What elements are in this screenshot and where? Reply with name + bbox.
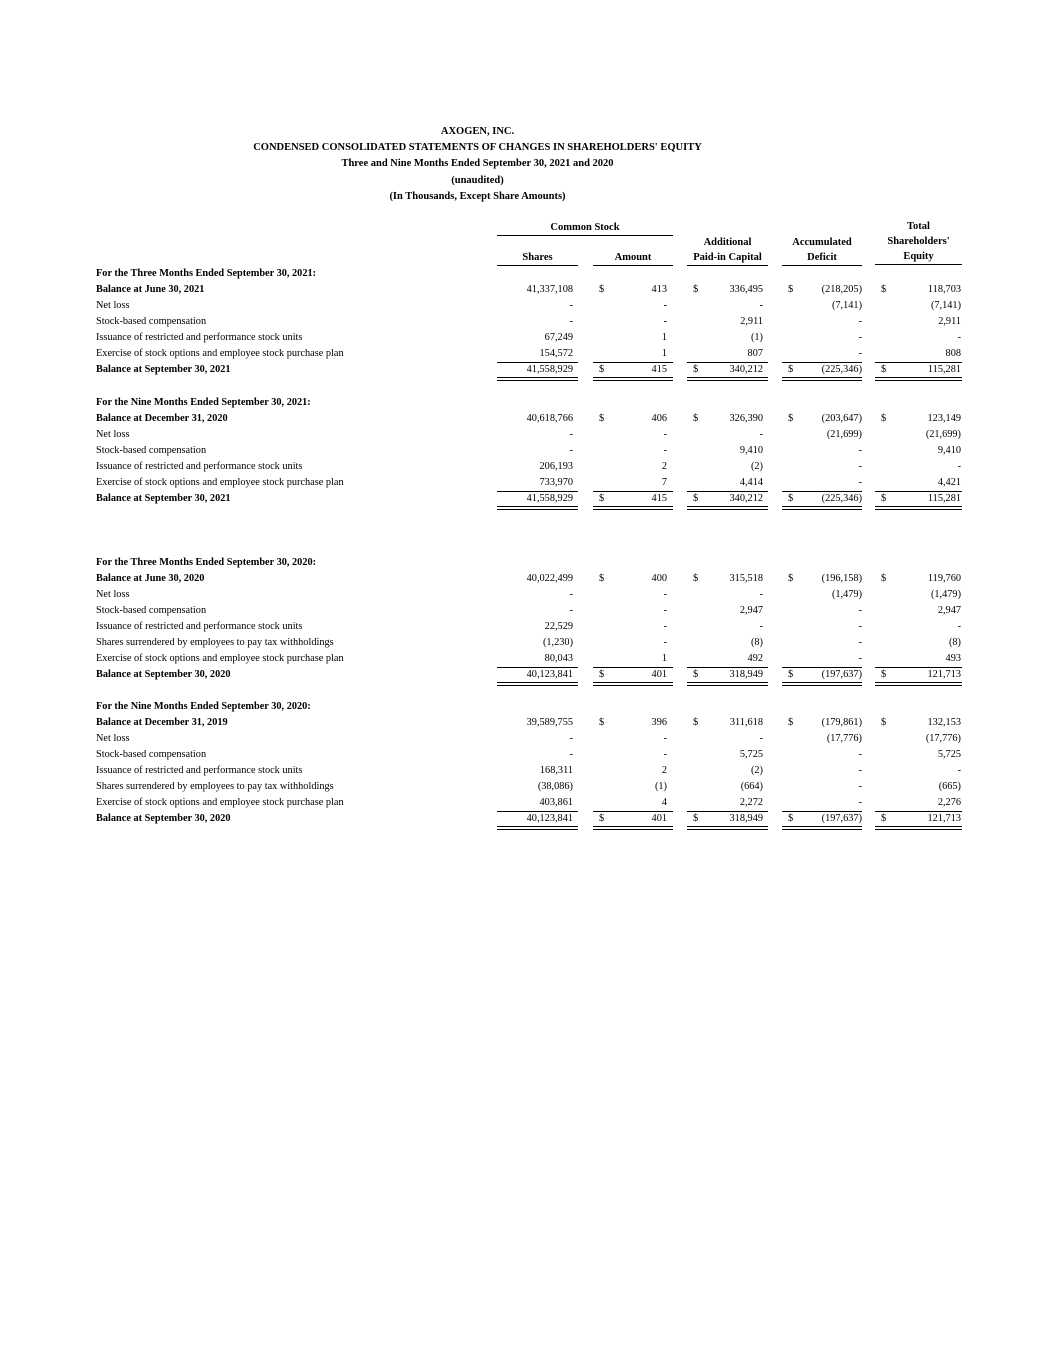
cell-deficit: (179,861) (821, 717, 862, 728)
cell-amount: 406 (651, 413, 667, 424)
currency-symbol: $ (788, 284, 794, 295)
table-row (0, 603, 1055, 619)
header-amount: Amount (593, 250, 673, 266)
cell-total: - (957, 332, 961, 343)
row-label: Exercise of stock options and employee stock purchase plan (96, 348, 344, 359)
currency-symbol: $ (599, 364, 605, 375)
cell-amount: - (663, 605, 667, 616)
table-row (0, 314, 1055, 330)
closing-balance-row (0, 667, 1055, 683)
cell-deficit: - (858, 348, 862, 359)
total-double-rule (687, 377, 768, 381)
cell-amount: 415 (651, 364, 667, 375)
cell-amount: 7 (661, 477, 667, 488)
currency-symbol: $ (788, 573, 794, 584)
row-label: Exercise of stock options and employee stock purchase plan (96, 797, 344, 808)
cell-amount: - (663, 316, 667, 327)
row-label: Balance at September 30, 2021 (96, 493, 231, 504)
currency-symbol: $ (599, 413, 605, 424)
cell-amount: 400 (651, 573, 667, 584)
closing-balance-row (0, 811, 1055, 827)
cell-deficit: - (858, 332, 862, 343)
cell-amount: (1) (654, 781, 667, 792)
cell-shares: - (569, 445, 573, 456)
total-double-rule (875, 826, 962, 830)
cell-apic: 340,212 (729, 364, 763, 375)
cell-amount: - (663, 589, 667, 600)
cell-shares: - (569, 605, 573, 616)
row-label: Stock-based compensation (96, 316, 207, 327)
cell-deficit: (196,158) (821, 573, 862, 584)
section-heading (0, 555, 1055, 571)
currency-symbol: $ (881, 493, 887, 504)
cell-apic: 340,212 (729, 493, 763, 504)
cell-shares: - (569, 429, 573, 440)
header-shares: Shares (497, 250, 578, 266)
cell-shares: (38,086) (537, 781, 573, 792)
currency-symbol: $ (881, 669, 887, 680)
total-double-rule (875, 377, 962, 381)
cell-total: 121,713 (927, 813, 961, 824)
cell-deficit: (218,205) (821, 284, 862, 295)
table-row (0, 763, 1055, 779)
table-row (0, 427, 1055, 443)
row-label: Shares surrendered by employees to pay tax withholdings (96, 637, 334, 648)
cell-apic: - (759, 429, 763, 440)
row-label: Stock-based compensation (96, 605, 207, 616)
table-row (0, 779, 1055, 795)
header-total-line1: Total (907, 221, 930, 232)
section-heading (0, 395, 1055, 411)
cell-total: (665) (938, 781, 961, 792)
total-double-rule (593, 682, 673, 686)
total-double-rule (687, 506, 768, 510)
cell-shares: - (569, 733, 573, 744)
header-deficit (782, 235, 862, 266)
cell-total: (7,141) (930, 300, 961, 311)
cell-amount: - (663, 621, 667, 632)
row-label: Net loss (96, 429, 130, 440)
cell-apic: 2,911 (740, 316, 763, 327)
total-double-rule (593, 826, 673, 830)
cell-amount: 1 (661, 348, 667, 359)
total-double-rule (497, 377, 578, 381)
cell-amount: - (663, 637, 667, 648)
total-double-rule (687, 826, 768, 830)
cell-amount: 401 (651, 669, 667, 680)
row-label: Balance at September 30, 2021 (96, 364, 231, 375)
cell-amount: - (663, 749, 667, 760)
cell-deficit: (225,346) (821, 493, 862, 504)
total-double-rule (875, 506, 962, 510)
cell-apic: 336,495 (729, 284, 763, 295)
total-double-rule (687, 682, 768, 686)
currency-symbol: $ (599, 813, 605, 824)
cell-shares: 168,311 (539, 765, 573, 776)
currency-symbol: $ (788, 364, 794, 375)
row-label: Balance at September 30, 2020 (96, 813, 231, 824)
cell-shares: 40,123,841 (526, 813, 573, 824)
total-double-rule (497, 506, 578, 510)
cell-shares: 22,529 (544, 621, 573, 632)
cell-total: 808 (945, 348, 961, 359)
row-label: Net loss (96, 589, 130, 600)
cell-apic: (1) (750, 332, 763, 343)
cell-apic: (8) (750, 637, 763, 648)
cell-apic: 9,410 (739, 445, 763, 456)
row-label: Issuance of restricted and performance stock units (96, 461, 303, 472)
company-name: AXOGEN, INC. (440, 126, 515, 137)
currency-symbol: $ (693, 717, 699, 728)
audit-status: (unaudited) (451, 174, 504, 186)
cell-deficit: - (858, 797, 862, 808)
section-heading-label: For the Nine Months Ended September 30, 2021: (96, 397, 311, 408)
cell-total: 493 (945, 653, 961, 664)
cell-apic: (664) (740, 781, 763, 792)
currency-symbol: $ (788, 717, 794, 728)
currency-symbol: $ (599, 284, 605, 295)
cell-amount: 1 (661, 332, 667, 343)
closing-balance-row (0, 362, 1055, 378)
currency-symbol: $ (788, 413, 794, 424)
cell-deficit: - (858, 316, 862, 327)
currency-symbol: $ (693, 364, 699, 375)
currency-symbol: $ (693, 573, 699, 584)
table-row (0, 443, 1055, 459)
row-label: Balance at September 30, 2020 (96, 669, 231, 680)
currency-symbol: $ (693, 413, 699, 424)
table-row (0, 731, 1055, 747)
cell-total: 2,911 (938, 316, 961, 327)
cell-apic: - (759, 300, 763, 311)
row-label: Shares surrendered by employees to pay tax withholdings (96, 781, 334, 792)
cell-apic: (2) (750, 461, 763, 472)
header-deficit-line1: Accumulated (792, 237, 852, 248)
cell-deficit: (1,479) (831, 589, 862, 600)
cell-shares: 67,249 (544, 332, 573, 343)
table-row (0, 619, 1055, 635)
cell-total: - (957, 765, 961, 776)
currency-symbol: $ (693, 284, 699, 295)
header-total (875, 219, 962, 265)
section-heading-label: For the Three Months Ended September 30, 2020: (96, 557, 317, 568)
section-heading (0, 699, 1055, 715)
table-row (0, 330, 1055, 346)
cell-total: 9,410 (937, 445, 961, 456)
cell-amount: - (663, 429, 667, 440)
cell-apic: 326,390 (729, 413, 763, 424)
table-row (0, 795, 1055, 811)
cell-shares: 40,123,841 (526, 669, 573, 680)
cell-total: 119,760 (927, 573, 961, 584)
section-heading-label: For the Nine Months Ended September 30, 2020: (96, 701, 311, 712)
cell-apic: 311,618 (729, 717, 763, 728)
cell-deficit: - (858, 653, 862, 664)
total-double-rule (782, 506, 862, 510)
cell-apic: (2) (750, 765, 763, 776)
cell-shares: 41,337,108 (526, 284, 573, 295)
cell-total: (8) (948, 637, 961, 648)
table-row (0, 475, 1055, 491)
statement-name: CONDENSED CONSOLIDATED STATEMENTS OF CHANGES IN SHAREHOLDERS' EQUITY (253, 142, 702, 154)
cell-total: 118,703 (927, 284, 961, 295)
currency-symbol: $ (881, 573, 887, 584)
cell-deficit: - (858, 621, 862, 632)
cell-shares: 206,193 (539, 461, 573, 472)
table-row (0, 587, 1055, 603)
row-label: Balance at June 30, 2020 (96, 573, 205, 584)
currency-symbol: $ (599, 669, 605, 680)
total-double-rule (875, 682, 962, 686)
cell-shares: 41,558,929 (526, 364, 573, 375)
currency-symbol: $ (599, 717, 605, 728)
units-note: (In Thousands, Except Share Amounts) (389, 190, 566, 202)
currency-symbol: $ (693, 669, 699, 680)
cell-apic: - (759, 621, 763, 632)
cell-amount: 413 (651, 284, 667, 295)
header-total-line2: Shareholders' (887, 236, 950, 247)
row-label: Balance at December 31, 2020 (96, 413, 228, 424)
cell-deficit: - (858, 477, 862, 488)
cell-deficit: - (858, 637, 862, 648)
cell-total: 123,149 (927, 413, 961, 424)
table-row (0, 346, 1055, 362)
cell-apic: 492 (747, 653, 763, 664)
row-label: Balance at June 30, 2021 (96, 284, 205, 295)
cell-shares: - (569, 316, 573, 327)
row-label: Issuance of restricted and performance stock units (96, 765, 303, 776)
row-label: Issuance of restricted and performance stock units (96, 621, 303, 632)
row-label: Issuance of restricted and performance stock units (96, 332, 303, 343)
cell-deficit: (225,346) (821, 364, 862, 375)
cell-deficit: (21,699) (826, 429, 862, 440)
cell-deficit: - (858, 749, 862, 760)
row-label: Exercise of stock options and employee stock purchase plan (96, 653, 344, 664)
currency-symbol: $ (693, 493, 699, 504)
total-double-rule (497, 826, 578, 830)
cell-amount: 1 (661, 653, 667, 664)
header-deficit-line2: Deficit (807, 252, 837, 263)
cell-shares: (1,230) (542, 637, 573, 648)
opening-balance-row (0, 715, 1055, 731)
currency-symbol: $ (788, 669, 794, 680)
opening-balance-row (0, 411, 1055, 427)
row-label: Stock-based compensation (96, 749, 207, 760)
total-double-rule (593, 377, 673, 381)
row-label: Net loss (96, 300, 130, 311)
cell-apic: 4,414 (739, 477, 763, 488)
row-label: Stock-based compensation (96, 445, 207, 456)
statement-title-block (0, 124, 955, 205)
currency-symbol: $ (693, 813, 699, 824)
cell-total: (17,776) (925, 733, 961, 744)
cell-total: 2,276 (937, 797, 961, 808)
cell-apic: - (759, 733, 763, 744)
cell-shares: - (569, 589, 573, 600)
currency-symbol: $ (788, 493, 794, 504)
total-double-rule (497, 682, 578, 686)
cell-deficit: (197,637) (821, 813, 862, 824)
cell-deficit: - (858, 781, 862, 792)
header-total-line3: Equity (903, 251, 934, 262)
cell-deficit: (7,141) (831, 300, 862, 311)
cell-shares: 154,572 (539, 348, 573, 359)
cell-total: 121,713 (927, 669, 961, 680)
header-apic (687, 235, 768, 266)
opening-balance-row (0, 571, 1055, 587)
cell-apic: 2,947 (739, 605, 763, 616)
cell-amount: - (663, 300, 667, 311)
cell-apic: 807 (747, 348, 763, 359)
cell-amount: - (663, 733, 667, 744)
total-double-rule (593, 506, 673, 510)
cell-shares: 40,618,766 (526, 413, 573, 424)
total-double-rule (782, 682, 862, 686)
cell-shares: 80,043 (544, 653, 573, 664)
cell-total: 115,281 (927, 493, 961, 504)
cell-total: - (957, 461, 961, 472)
cell-total: 4,421 (937, 477, 961, 488)
section-heading (0, 266, 1055, 282)
cell-amount: 2 (661, 461, 667, 472)
cell-deficit: (17,776) (826, 733, 862, 744)
cell-amount: 4 (661, 797, 667, 808)
statement-period: Three and Nine Months Ended September 30, 2021 and 2020 (341, 158, 614, 170)
cell-apic: 318,949 (729, 669, 763, 680)
cell-shares: 403,861 (539, 797, 573, 808)
cell-shares: 733,970 (539, 477, 573, 488)
cell-total: 2,947 (937, 605, 961, 616)
currency-symbol: $ (788, 813, 794, 824)
cell-apic: 315,518 (729, 573, 763, 584)
cell-total: 5,725 (937, 749, 961, 760)
currency-symbol: $ (881, 813, 887, 824)
cell-apic: 2,272 (739, 797, 763, 808)
cell-total: 115,281 (927, 364, 961, 375)
cell-amount: 415 (651, 493, 667, 504)
currency-symbol: $ (881, 717, 887, 728)
section-heading-label: For the Three Months Ended September 30, 2021: (96, 268, 317, 279)
cell-apic: 5,725 (739, 749, 763, 760)
table-row (0, 747, 1055, 763)
cell-total: - (957, 621, 961, 632)
cell-shares: 39,589,755 (526, 717, 573, 728)
cell-deficit: - (858, 461, 862, 472)
cell-total: 132,153 (927, 717, 961, 728)
table-row (0, 298, 1055, 314)
cell-amount: 396 (651, 717, 667, 728)
currency-symbol: $ (881, 413, 887, 424)
opening-balance-row (0, 282, 1055, 298)
cell-shares: - (569, 300, 573, 311)
closing-balance-row (0, 491, 1055, 507)
row-label: Net loss (96, 733, 130, 744)
total-double-rule (782, 826, 862, 830)
row-label: Exercise of stock options and employee stock purchase plan (96, 477, 344, 488)
table-row (0, 651, 1055, 667)
cell-total: (21,699) (925, 429, 961, 440)
cell-amount: 2 (661, 765, 667, 776)
cell-shares: - (569, 749, 573, 760)
currency-symbol: $ (881, 364, 887, 375)
table-row (0, 635, 1055, 651)
cell-deficit: (203,647) (821, 413, 862, 424)
cell-apic: 318,949 (729, 813, 763, 824)
cell-deficit: (197,637) (821, 669, 862, 680)
header-apic-line2: Paid-in Capital (693, 252, 762, 263)
cell-apic: - (759, 589, 763, 600)
cell-total: (1,479) (930, 589, 961, 600)
total-double-rule (782, 377, 862, 381)
cell-shares: 41,558,929 (526, 493, 573, 504)
cell-amount: - (663, 445, 667, 456)
row-label: Balance at December 31, 2019 (96, 717, 228, 728)
currency-symbol: $ (599, 573, 605, 584)
table-row (0, 459, 1055, 475)
cell-deficit: - (858, 765, 862, 776)
header-common-stock: Common Stock (497, 220, 673, 236)
header-apic-line1: Additional (703, 237, 752, 248)
cell-deficit: - (858, 605, 862, 616)
cell-deficit: - (858, 445, 862, 456)
currency-symbol: $ (599, 493, 605, 504)
cell-shares: 40,022,499 (526, 573, 573, 584)
cell-amount: 401 (651, 813, 667, 824)
currency-symbol: $ (881, 284, 887, 295)
